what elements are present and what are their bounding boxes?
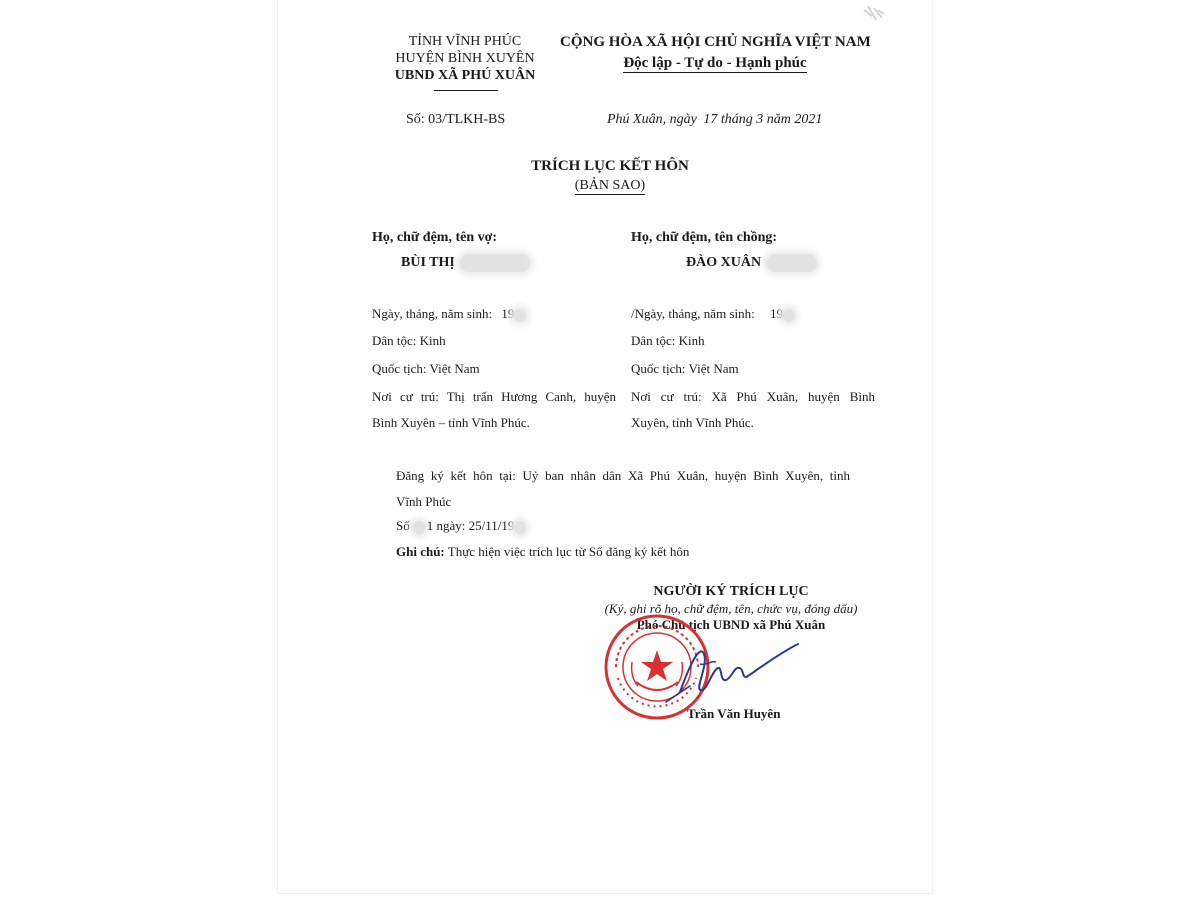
page-subtitle [520,178,700,194]
registration-number-suffix: 1 ngày: 25/11/19 [426,518,515,533]
husband-residence-line1: Nơi cư trú: Xã Phú Xuân, huyện Bình [631,389,875,404]
wife-residence-line1: Nơi cư trú: Thị trấn Hương Canh, huyện [372,389,616,404]
registration-number-prefix: Số [396,518,410,533]
husband-ethnicity: Dân tộc: Kinh [631,333,705,348]
husband-dob-label: /Ngày, tháng, năm sinh: [631,306,755,321]
signer-instruction: (Ký, ghi rõ họ, chữ đệm, tên, chức vụ, đóng dấu) [604,601,858,616]
wife-label: Họ, chữ đệm, tên vợ: [372,230,498,245]
wife-nationality: Quốc tịch: Việt Nam [372,361,480,376]
husband-nationality: Quốc tịch: Việt Nam [631,361,739,376]
note-row [396,544,689,560]
signer-position: Phó Chủ tịch UBND xã Phú Xuân [636,617,826,632]
title-block [520,158,700,194]
husband-name-row [686,254,817,272]
wife-dob-label: Ngày, tháng, năm sinh: [372,306,493,321]
motto-wrap [560,55,870,72]
husband-dob-value: 19 [769,306,783,321]
wife-dob-row [372,306,526,322]
redaction-mark [514,521,526,534]
redaction-mark [413,521,425,534]
wife-name-row [401,254,530,272]
registration-place-line2: Vĩnh Phúc [396,494,452,509]
header-right [560,34,870,72]
header-left [380,34,550,84]
note-text: Thực hiện việc trích lục từ Sổ đăng ký kết hôn [447,544,690,559]
nation-line: CỘNG HÒA XÃ HỘI CHỦ NGHĨA VIỆT NAM [560,34,871,50]
note-label: Ghi chú: [396,544,445,559]
district-line: HUYỆN BÌNH XUYÊN [395,51,535,66]
document-date [607,112,822,128]
husband-dob-row [631,306,795,322]
page-title: TRÍCH LỤC KẾT HÔN [531,158,689,174]
province-line: TỈNH VĨNH PHÚC [408,34,522,49]
wife-residence-line2: Bình Xuyên – tỉnh Vĩnh Phúc. [372,415,530,430]
redaction-mark [514,309,526,322]
redaction-mark [767,254,817,272]
document-page [278,0,932,893]
signer-heading: NGƯỜI KÝ TRÍCH LỤC [653,584,809,599]
subtitle-text: (BẢN SAO) [574,178,646,193]
wife-name: BÙI THỊ [401,255,455,271]
husband-residence-line2: Xuyên, tỉnh Vĩnh Phúc. [631,415,754,430]
wife-dob-value: 19 [501,306,515,321]
document-number: Số: 03/TLKH-BS [406,112,506,127]
commune-line: UBND XÃ PHÚ XUÂN [394,68,536,83]
header-left-underline [434,90,498,91]
signer-name: Trần Văn Huyên [687,706,781,721]
husband-label: Họ, chữ đệm, tên chồng: [631,230,778,245]
date-prefix: Phú Xuân, ngày [607,112,697,127]
redaction-mark [783,309,795,322]
redaction-mark [460,254,530,272]
motto-line: Độc lập - Tự do - Hạnh phúc [623,55,807,71]
signature-icon [660,624,800,714]
corner-mark-icon [862,4,886,24]
registration-number-row [396,518,526,534]
registration-place-line1: Đăng ký kết hôn tại: Uỷ ban nhân dân Xã Phú Xuân, huyện Bình Xuyên, tỉnh [396,468,850,483]
wife-ethnicity: Dân tộc: Kinh [372,333,446,348]
husband-name: ĐÀO XUÂN [686,255,762,271]
date-value: 17 tháng 3 năm 2021 [703,112,823,127]
